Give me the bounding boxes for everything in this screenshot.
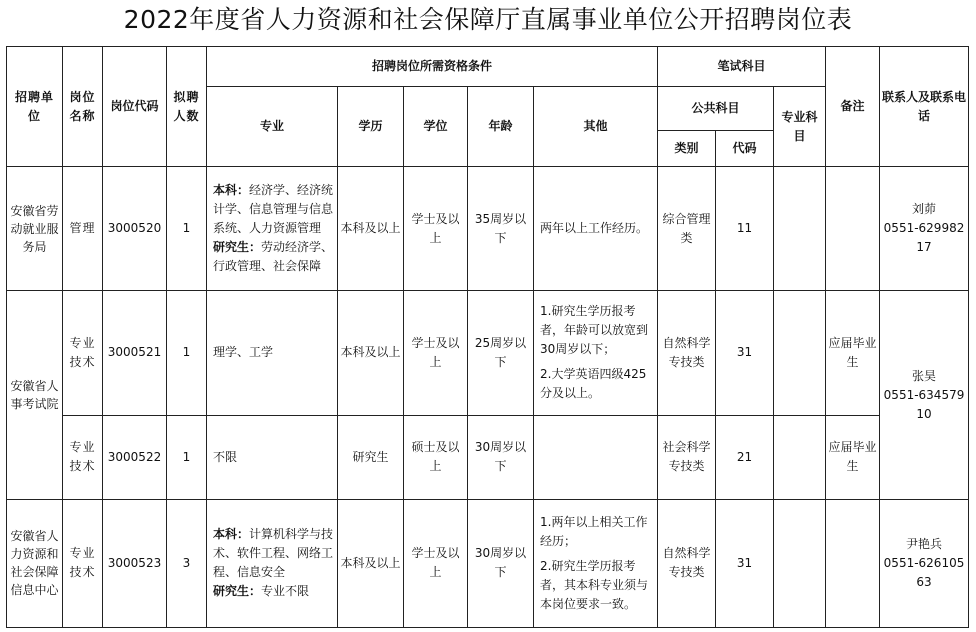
header-contact: 联系人及联系电话 bbox=[880, 47, 969, 167]
other-cell bbox=[534, 167, 658, 291]
other-line: 1.两年以上相关工作经历； bbox=[540, 514, 648, 548]
degree-cell: 学士及以上 bbox=[404, 167, 468, 291]
remark-cell: 应届毕业生 bbox=[826, 415, 880, 499]
age-cell: 30周岁以下 bbox=[468, 415, 534, 499]
other-line: 2.研究生学历报考者，其本科专业须与本岗位要求一致。 bbox=[540, 558, 649, 611]
header-category: 类别 bbox=[658, 131, 716, 167]
header-qualifications: 招聘岗位所需资格条件 bbox=[207, 47, 658, 87]
count-cell: 3 bbox=[167, 499, 207, 627]
post-name-cell: 管理 bbox=[63, 167, 103, 291]
contact-name: 张昊 bbox=[912, 368, 937, 383]
contact-cell bbox=[880, 291, 969, 499]
header-code: 代码 bbox=[716, 131, 774, 167]
major-cell bbox=[207, 499, 338, 627]
code-cell: 21 bbox=[716, 415, 774, 499]
degree-cell: 学士及以上 bbox=[404, 499, 468, 627]
major-label: 本科： bbox=[213, 183, 250, 198]
code-cell: 31 bbox=[716, 291, 774, 415]
post-code-cell: 3000523 bbox=[103, 499, 167, 627]
major-label: 研究生： bbox=[213, 240, 262, 255]
count-cell: 1 bbox=[167, 167, 207, 291]
other-line: 两年以上工作经历。 bbox=[540, 221, 649, 236]
category-cell: 自然科学专技类 bbox=[658, 291, 716, 415]
category-cell: 自然科学专技类 bbox=[658, 499, 716, 627]
post-name-cell: 专业技术 bbox=[63, 415, 103, 499]
post-code-cell: 3000522 bbox=[103, 415, 167, 499]
age-cell: 30周岁以下 bbox=[468, 499, 534, 627]
other-cell bbox=[534, 415, 658, 499]
other-line: 2.大学英语四级425分及以上。 bbox=[540, 367, 647, 401]
education-cell: 研究生 bbox=[338, 415, 404, 499]
major-cell: 理学、工学 bbox=[207, 291, 338, 415]
count-cell: 1 bbox=[167, 415, 207, 499]
major-subject-cell bbox=[774, 291, 826, 415]
major-subject-cell bbox=[774, 415, 826, 499]
count-cell: 1 bbox=[167, 291, 207, 415]
age-cell: 25周岁以下 bbox=[468, 291, 534, 415]
unit-cell: 安徽省劳动就业服务局 bbox=[7, 167, 63, 291]
post-code-cell: 3000521 bbox=[103, 291, 167, 415]
header-public-subject: 公共科目 bbox=[658, 87, 774, 131]
header-written: 笔试科目 bbox=[658, 47, 826, 87]
contact-phone: 0551-62998217 bbox=[883, 221, 965, 255]
remark-cell bbox=[826, 167, 880, 291]
header-remark: 备注 bbox=[826, 47, 880, 167]
major-cell: 不限 bbox=[207, 415, 338, 499]
age-cell: 35周岁以下 bbox=[468, 167, 534, 291]
major-text: 经济学、经济统计学、信息管理与信息系统、人力资源管理 bbox=[213, 183, 334, 236]
other-line: 1.研究生学历报考者，年龄可以放宽到30周岁以下； bbox=[540, 304, 649, 357]
header-degree: 学位 bbox=[404, 87, 468, 167]
other-cell bbox=[534, 499, 658, 627]
table-row bbox=[7, 415, 969, 499]
header-education: 学历 bbox=[338, 87, 404, 167]
post-name-cell: 专业技术 bbox=[63, 291, 103, 415]
table-row bbox=[7, 167, 969, 291]
major-text: 劳动经济学、行政管理、社会保障 bbox=[213, 240, 334, 274]
other-cell bbox=[534, 291, 658, 415]
header-age: 年龄 bbox=[468, 87, 534, 167]
post-name-cell: 专业技术 bbox=[63, 499, 103, 627]
contact-name: 尹艳兵 bbox=[906, 536, 943, 551]
header-other: 其他 bbox=[534, 87, 658, 167]
major-subject-cell bbox=[774, 499, 826, 627]
contact-cell bbox=[880, 167, 969, 291]
header-post-name: 岗位名称 bbox=[63, 47, 103, 167]
contact-cell bbox=[880, 499, 969, 627]
header-post-code: 岗位代码 bbox=[103, 47, 167, 167]
education-cell: 本科及以上 bbox=[338, 499, 404, 627]
contact-phone: 0551-63457910 bbox=[883, 387, 965, 421]
header-major: 专业 bbox=[207, 87, 338, 167]
post-code-cell: 3000520 bbox=[103, 167, 167, 291]
header-major-subject: 专业科目 bbox=[774, 87, 826, 167]
unit-cell: 安徽省人事考试院 bbox=[7, 291, 63, 499]
table-row bbox=[7, 499, 969, 627]
category-cell: 社会科学专技类 bbox=[658, 415, 716, 499]
education-cell: 本科及以上 bbox=[338, 167, 404, 291]
category-cell: 综合管理类 bbox=[658, 167, 716, 291]
education-cell: 本科及以上 bbox=[338, 291, 404, 415]
contact-name: 刘茆 bbox=[912, 202, 937, 217]
recruitment-table bbox=[6, 46, 969, 628]
major-text: 专业不限 bbox=[261, 584, 310, 599]
degree-cell: 学士及以上 bbox=[404, 291, 468, 415]
code-cell: 11 bbox=[716, 167, 774, 291]
header-count: 拟聘人数 bbox=[167, 47, 207, 167]
major-cell bbox=[207, 167, 338, 291]
major-subject-cell bbox=[774, 167, 826, 291]
degree-cell: 硕士及以上 bbox=[404, 415, 468, 499]
page-title: 2022年度省人力资源和社会保障厅直属事业单位公开招聘岗位表 bbox=[123, 5, 853, 34]
header-unit: 招聘单位 bbox=[7, 47, 63, 167]
major-text: 计算机科学与技术、软件工程、网络工程、信息安全 bbox=[213, 527, 334, 580]
unit-cell: 安徽省人力资源和社会保障信息中心 bbox=[7, 499, 63, 627]
remark-cell bbox=[826, 499, 880, 627]
table-row bbox=[7, 291, 969, 415]
major-label: 本科： bbox=[213, 527, 250, 542]
code-cell: 31 bbox=[716, 499, 774, 627]
contact-phone: 0551-62610563 bbox=[883, 555, 965, 589]
major-label: 研究生： bbox=[213, 584, 262, 599]
remark-cell: 应届毕业生 bbox=[826, 291, 880, 415]
